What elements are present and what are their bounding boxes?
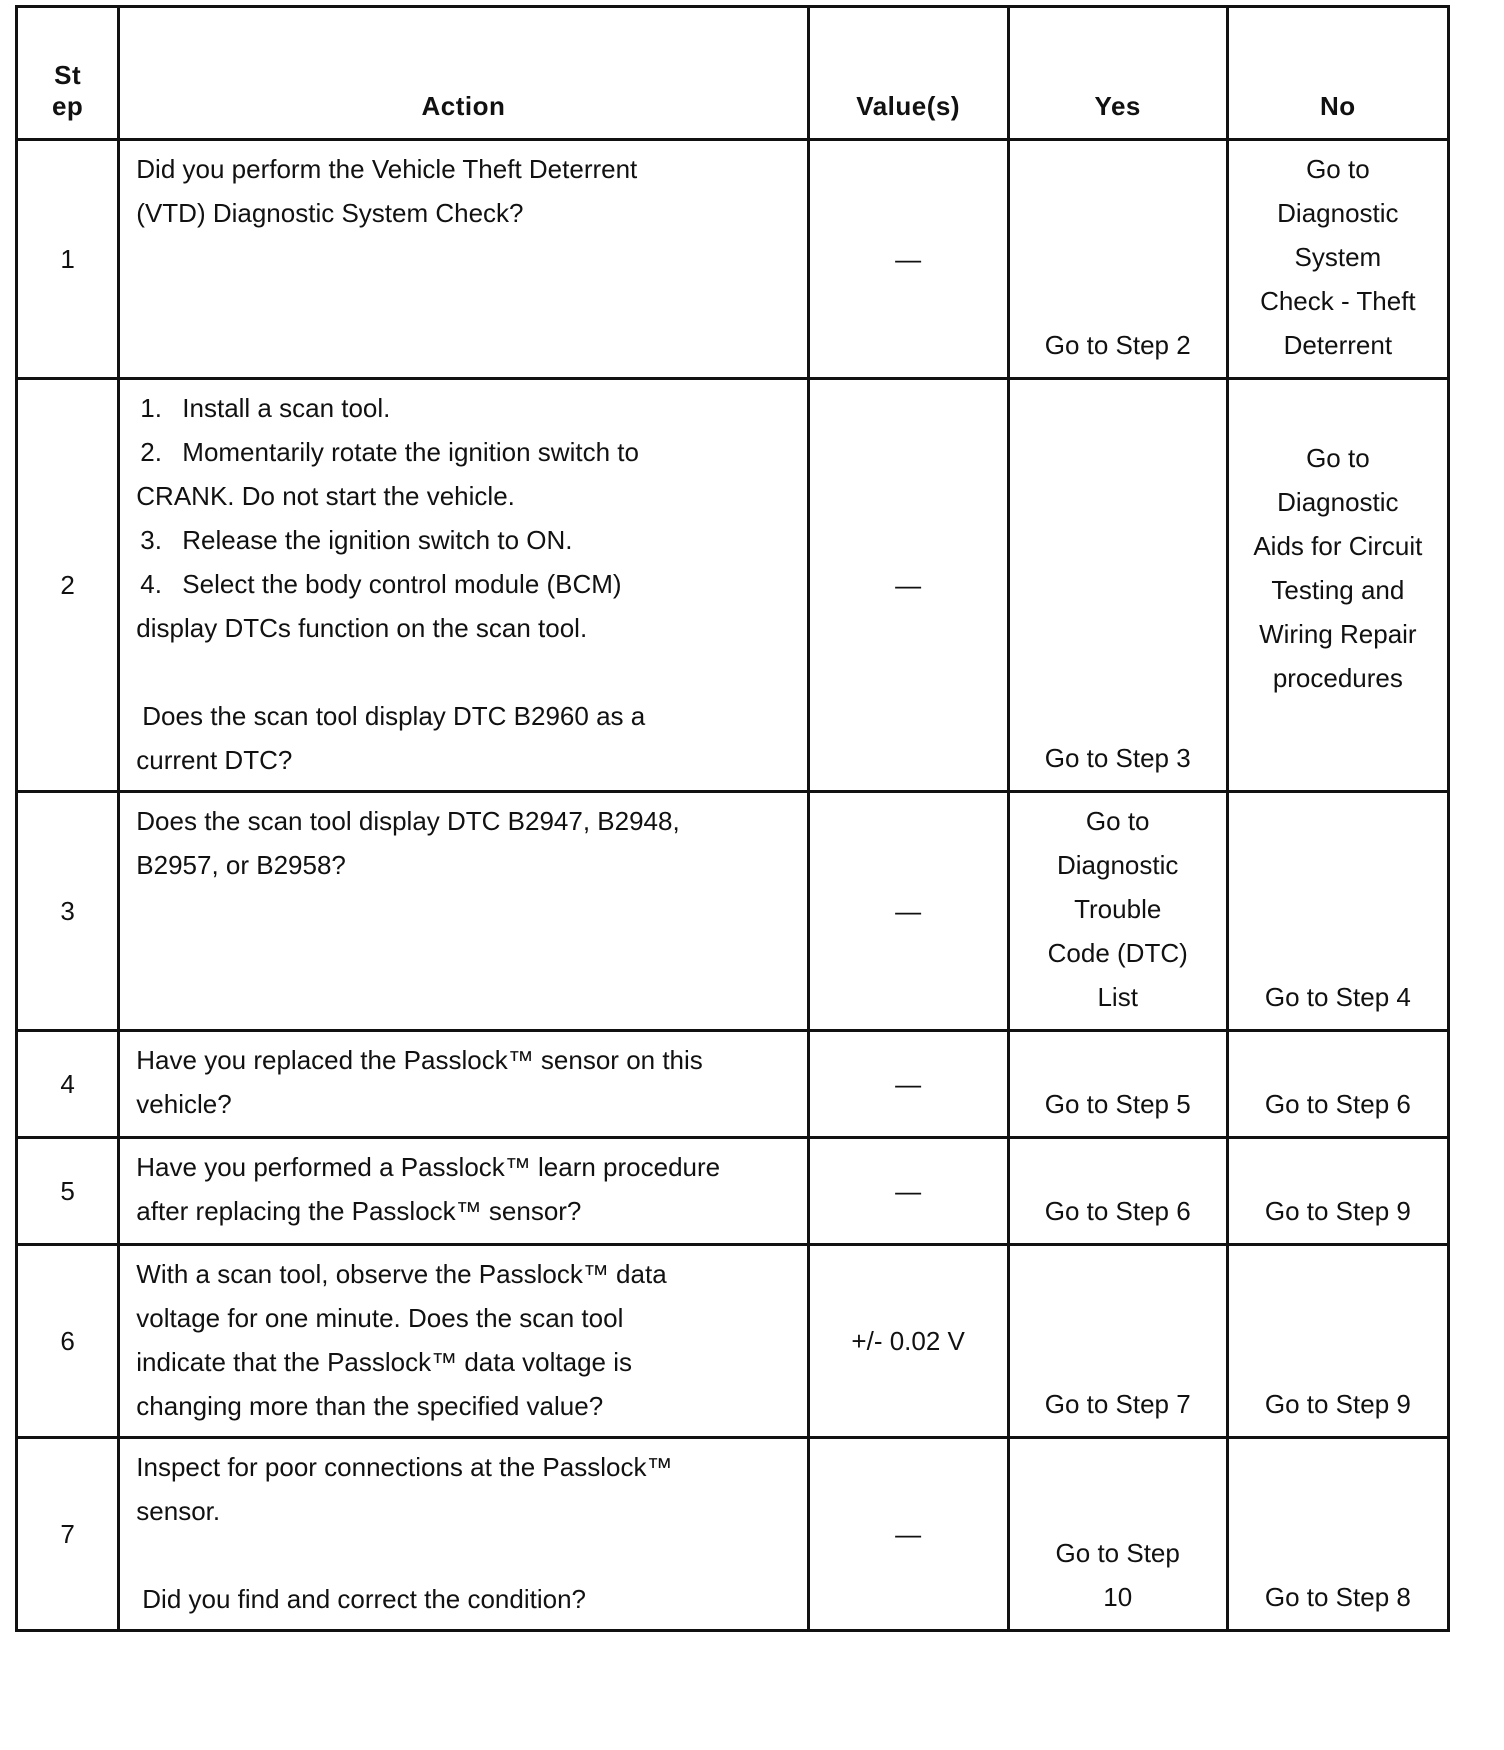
header-step-line1: St: [54, 60, 82, 90]
yes-cell: [1008, 140, 1227, 379]
value-cell: [808, 1245, 1008, 1438]
no-cell: [1227, 379, 1448, 792]
step-number: 2: [17, 379, 119, 792]
yes-link[interactable]: Diagnostic: [1057, 850, 1179, 880]
header-yes: Yes: [1008, 7, 1227, 140]
table-row: [17, 1031, 1449, 1138]
header-row: [17, 7, 1449, 140]
action-cell: [119, 1031, 808, 1138]
value-cell: [808, 792, 1008, 1031]
no-link[interactable]: procedures: [1272, 663, 1403, 693]
action-line: voltage for one minute. Does the scan tool: [136, 1303, 624, 1333]
action-item: [136, 386, 794, 430]
action-item: [136, 562, 794, 606]
value-dash: —: [895, 244, 922, 274]
no-link[interactable]: Diagnostic: [1277, 198, 1399, 228]
header-values: Value(s): [808, 7, 1008, 140]
value-cell: [808, 1138, 1008, 1245]
no-link[interactable]: System: [1294, 242, 1382, 272]
spacer: [136, 650, 794, 694]
no-link[interactable]: Aids for Circuit: [1253, 531, 1423, 561]
action-item: [136, 430, 794, 474]
no-link[interactable]: Diagnostic: [1277, 487, 1399, 517]
step-number: 6: [17, 1245, 119, 1438]
action-line: Have you replaced the Passlock™ sensor on this: [136, 1045, 703, 1075]
action-line: Did you perform the Vehicle Theft Deterrent: [136, 154, 638, 184]
action-cell: [119, 792, 808, 1031]
no-link[interactable]: Testing and: [1271, 575, 1405, 605]
action-item-cont: CRANK. Do not start the vehicle.: [136, 481, 515, 511]
action-cell: [119, 140, 808, 379]
action-line: sensor.: [136, 1496, 221, 1526]
question-line: current DTC?: [136, 745, 293, 775]
no-link[interactable]: Check - Theft: [1260, 286, 1416, 316]
no-link[interactable]: Go to Step 4: [1264, 982, 1411, 1012]
no-link[interactable]: Wiring Repair: [1259, 619, 1417, 649]
table-row: [17, 1245, 1449, 1438]
value-cell: [808, 140, 1008, 379]
no-cell: [1227, 792, 1448, 1031]
action-line: Does the scan tool display DTC B2947, B2948,: [136, 806, 680, 836]
no-link[interactable]: Go to Step 8: [1264, 1582, 1411, 1612]
item-text: Release the ignition switch to ON.: [182, 525, 573, 555]
yes-link[interactable]: Go to Step 7: [1044, 1389, 1191, 1419]
value-dash: —: [895, 1519, 922, 1549]
item-number: 3.: [140, 525, 162, 555]
value-dash: —: [895, 1176, 922, 1206]
yes-link[interactable]: Code (DTC): [1047, 938, 1188, 968]
yes-cell: [1008, 1031, 1227, 1138]
table-row: [17, 379, 1449, 792]
table-row: [17, 1138, 1449, 1245]
header-step-line2: ep: [51, 91, 84, 121]
yes-link[interactable]: Go to Step 6: [1044, 1196, 1191, 1226]
action-cell: [119, 1438, 808, 1631]
action-line: With a scan tool, observe the Passlock™ data: [136, 1259, 667, 1289]
yes-link[interactable]: 10: [1103, 1582, 1133, 1612]
item-text: Install a scan tool.: [182, 393, 391, 423]
question-line: Does the scan tool display DTC B2960 as a: [142, 701, 646, 731]
yes-cell: [1008, 1245, 1227, 1438]
action-line: changing more than the specified value?: [136, 1391, 604, 1421]
action-item-cont: display DTCs function on the scan tool.: [136, 613, 588, 643]
action-line: vehicle?: [136, 1089, 232, 1119]
no-link[interactable]: Go to Step 9: [1264, 1196, 1411, 1226]
spacer: [136, 1533, 794, 1577]
item-text: Momentarily rotate the ignition switch to: [182, 437, 639, 467]
step-number: 4: [17, 1031, 119, 1138]
yes-link[interactable]: Go to Step 5: [1044, 1089, 1191, 1119]
action-cell: [119, 379, 808, 792]
yes-link[interactable]: List: [1097, 982, 1138, 1012]
diagnostic-table: [15, 5, 1450, 1632]
value-dash: —: [895, 1069, 922, 1099]
action-line: (VTD) Diagnostic System Check?: [136, 198, 524, 228]
header-step: [17, 7, 119, 140]
no-cell: [1227, 1245, 1448, 1438]
question-line: Did you find and correct the condition?: [142, 1584, 586, 1614]
table-row: [17, 140, 1449, 379]
no-link[interactable]: Go to Step 9: [1264, 1389, 1411, 1419]
item-number: 2.: [140, 437, 162, 467]
no-link[interactable]: Go to: [1306, 443, 1370, 473]
action-line: Inspect for poor connections at the Passlock™: [136, 1452, 673, 1482]
header-action: Action: [119, 7, 808, 140]
yes-link[interactable]: Go to: [1085, 806, 1150, 836]
yes-link[interactable]: Go to Step: [1055, 1538, 1180, 1568]
action-line: B2957, or B2958?: [136, 850, 346, 880]
step-number: 5: [17, 1138, 119, 1245]
no-cell: [1227, 1031, 1448, 1138]
item-number: 4.: [140, 569, 162, 599]
action-cell: [119, 1245, 808, 1438]
step-number: 1: [17, 140, 119, 379]
no-link[interactable]: Deterrent: [1283, 330, 1393, 360]
header-no: No: [1227, 7, 1448, 140]
yes-cell: [1008, 792, 1227, 1031]
yes-cell: [1008, 1438, 1227, 1631]
spec-value: +/- 0.02 V: [851, 1326, 965, 1356]
yes-link[interactable]: Trouble: [1074, 894, 1162, 924]
item-number: 1.: [140, 393, 162, 423]
no-link[interactable]: Go to: [1306, 154, 1370, 184]
yes-link[interactable]: Go to Step 2: [1044, 330, 1191, 360]
action-cell: [119, 1138, 808, 1245]
no-cell: [1227, 140, 1448, 379]
no-cell: [1227, 1138, 1448, 1245]
value-dash: —: [895, 896, 922, 926]
yes-cell: [1008, 1138, 1227, 1245]
value-cell: [808, 1438, 1008, 1631]
step-number: 3: [17, 792, 119, 1031]
value-cell: [808, 379, 1008, 792]
action-line: Have you performed a Passlock™ learn procedure: [136, 1152, 721, 1182]
yes-link[interactable]: Go to Step 3: [1044, 743, 1191, 773]
action-item: [136, 518, 794, 562]
value-cell: [808, 1031, 1008, 1138]
table-row: [17, 1438, 1449, 1631]
value-dash: —: [895, 570, 922, 600]
item-text: Select the body control module (BCM): [182, 569, 622, 599]
yes-cell: [1008, 379, 1227, 792]
action-line: indicate that the Passlock™ data voltage is: [136, 1347, 633, 1377]
table-row: [17, 792, 1449, 1031]
no-link[interactable]: Go to Step 6: [1264, 1089, 1411, 1119]
action-line: after replacing the Passlock™ sensor?: [136, 1196, 582, 1226]
step-number: 7: [17, 1438, 119, 1631]
no-cell: [1227, 1438, 1448, 1631]
